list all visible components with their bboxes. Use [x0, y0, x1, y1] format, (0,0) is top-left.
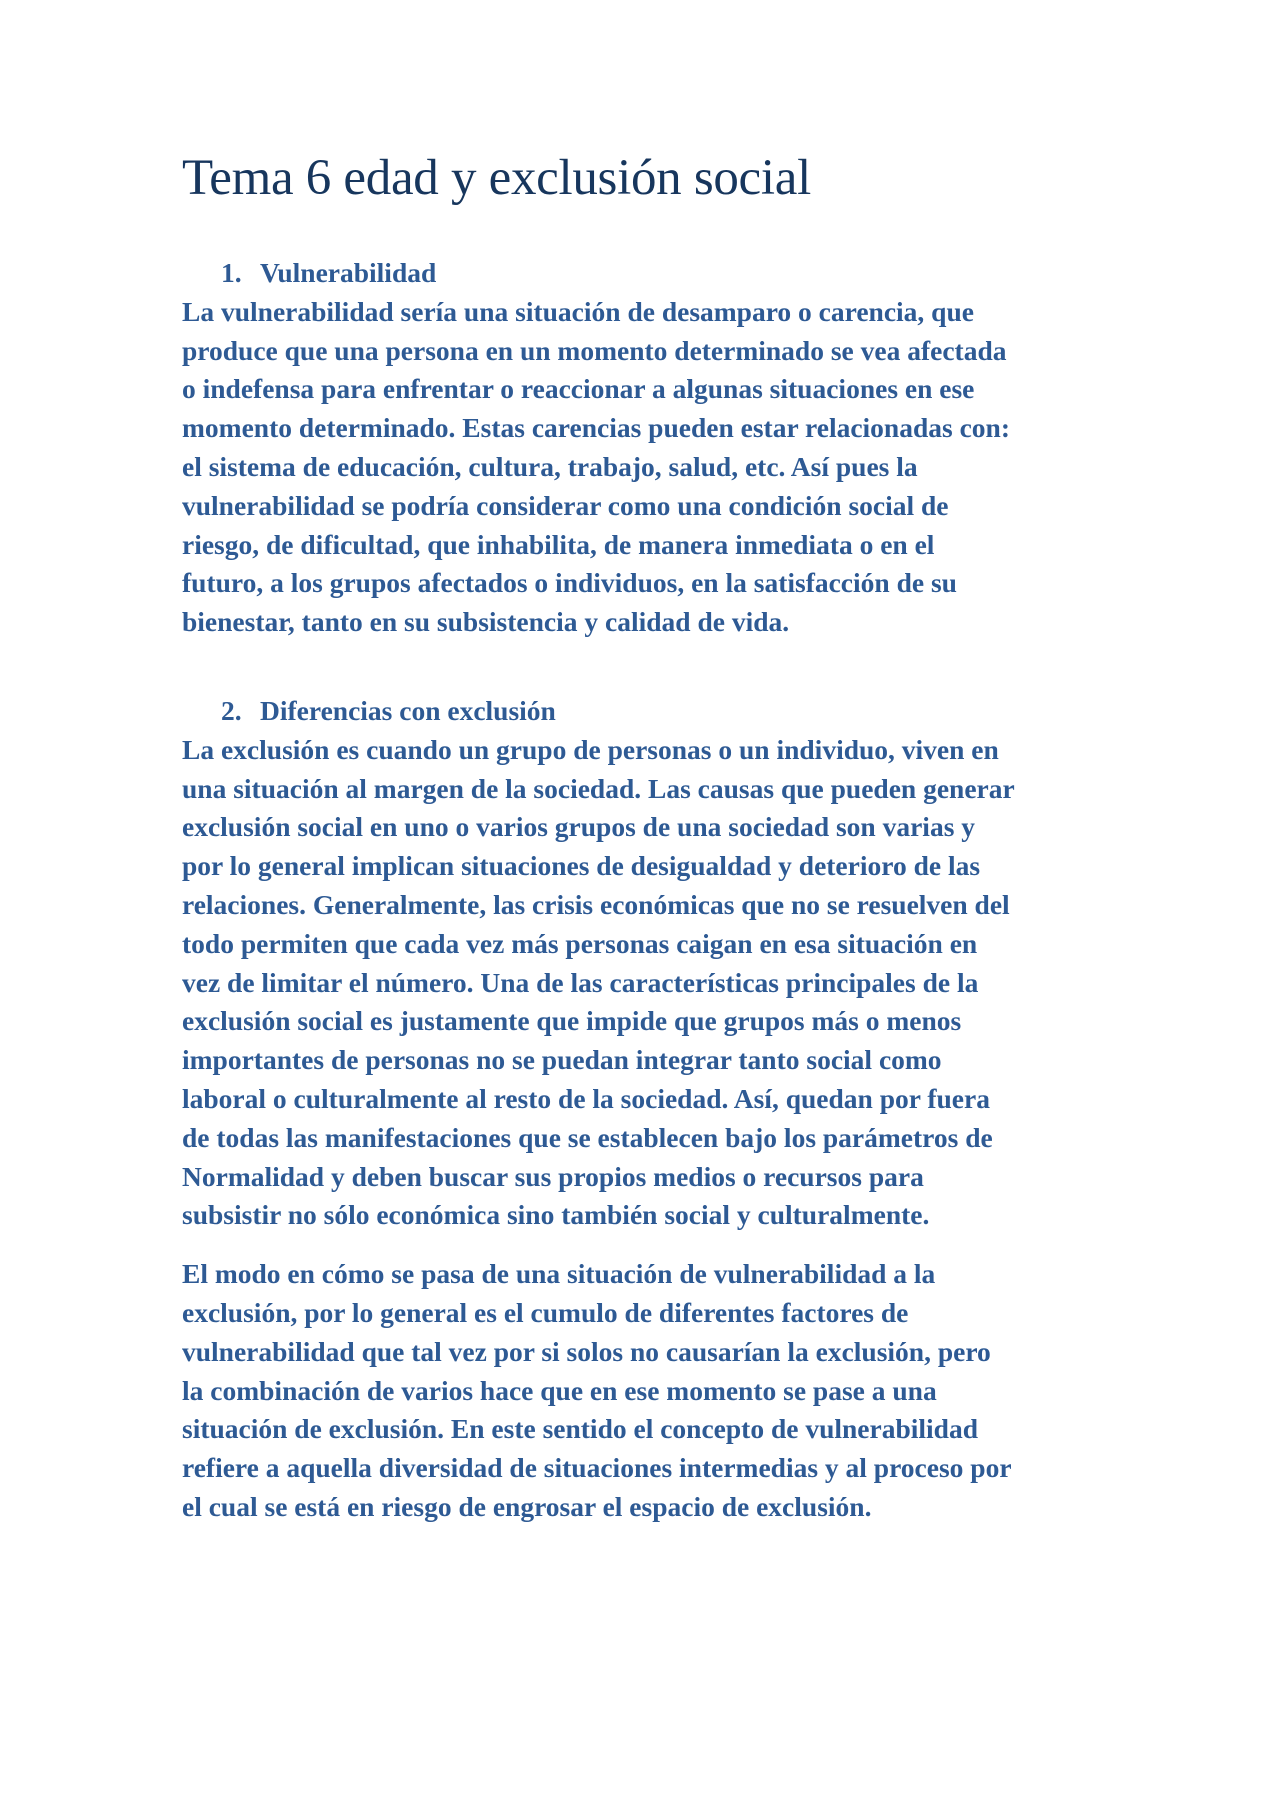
text-line: el sistema de educación, cultura, trabajo, salud, etc. Así pues la	[182, 451, 918, 483]
text-line: una situación al margen de la sociedad. Las causas que pueden generar	[182, 772, 1015, 804]
text-line: relaciones. Generalmente, las crisis económicas que no se resuelven del	[182, 889, 1010, 921]
text-line: de todas las manifestaciones que se establecen bajo los parámetros de	[182, 1121, 993, 1153]
text-line: Normalidad y deben buscar sus propios medios o recursos para	[182, 1160, 924, 1192]
text-line: exclusión social es justamente que impide que grupos más o menos	[182, 1005, 962, 1037]
text-line: produce que una persona en un momento determinado se vea afectada	[182, 334, 1007, 366]
text-line: El modo en cómo se pasa de una situación de vulnerabilidad a la	[182, 1258, 936, 1290]
text-line: riesgo, de dificultad, que inhabilita, de manera inmediata o en el	[182, 528, 935, 560]
section-number: 1.	[221, 257, 242, 289]
paragraph-transition	[182, 1255, 1102, 1527]
section-heading-text: Vulnerabilidad	[260, 257, 437, 289]
text-line: todo permiten que cada vez más personas caigan en esa situación en	[182, 927, 978, 959]
text-line: vulnerabilidad se podría considerar como una condición social de	[182, 489, 949, 521]
text-line: refiere a aquella diversidad de situaciones intermedias y al proceso por	[182, 1452, 1012, 1484]
text-line: La vulnerabilidad sería una situación de desamparo o carencia, que	[182, 295, 974, 327]
document-title: Tema 6 edad y exclusión social	[182, 150, 811, 206]
text-line: laboral o culturalmente al resto de la sociedad. Así, quedan por fuera	[182, 1083, 990, 1115]
paragraph-vulnerabilidad	[182, 293, 1102, 642]
text-line: exclusión social en uno o varios grupos de una sociedad son varias y	[182, 811, 976, 843]
section-heading-text: Diferencias con exclusión	[260, 695, 556, 727]
text-line: La exclusión es cuando un grupo de personas o un individuo, viven en	[182, 733, 999, 765]
text-line: momento determinado. Estas carencias pueden estar relacionadas con:	[182, 412, 1011, 444]
text-line: situación de exclusión. En este sentido el concepto de vulnerabilidad	[182, 1413, 979, 1445]
paragraph-exclusion	[182, 731, 1102, 1235]
text-line: vulnerabilidad que tal vez por si solos no causarían la exclusión, pero	[182, 1335, 991, 1367]
text-line: por lo general implican situaciones de desigualdad y deterioro de las	[182, 850, 981, 882]
text-line: importantes de personas no se puedan integrar tanto social como	[182, 1044, 942, 1076]
text-line: vez de limitar el número. Una de las características principales de la	[182, 966, 979, 998]
text-line: bienestar, tanto en su subsistencia y calidad de vida.	[182, 606, 790, 638]
section-heading-vulnerabilidad	[182, 254, 1102, 293]
section-heading-diferencias	[182, 692, 1102, 731]
text-line: el cual se está en riesgo de engrosar el espacio de exclusión.	[182, 1491, 872, 1522]
text-line: exclusión, por lo general es el cumulo de diferentes factores de	[182, 1297, 909, 1329]
text-line: o indefensa para enfrentar o reaccionar a algunas situaciones en ese	[182, 373, 975, 405]
text-line: subsistir no sólo económica sino también social y culturalmente.	[182, 1199, 930, 1231]
text-line: la combinación de varios hace que en ese momento se pase a una	[182, 1374, 937, 1406]
document-page	[182, 150, 1102, 1527]
text-line: futuro, a los grupos afectados o individuos, en la satisfacción de su	[182, 567, 957, 599]
section-number: 2.	[221, 695, 242, 727]
